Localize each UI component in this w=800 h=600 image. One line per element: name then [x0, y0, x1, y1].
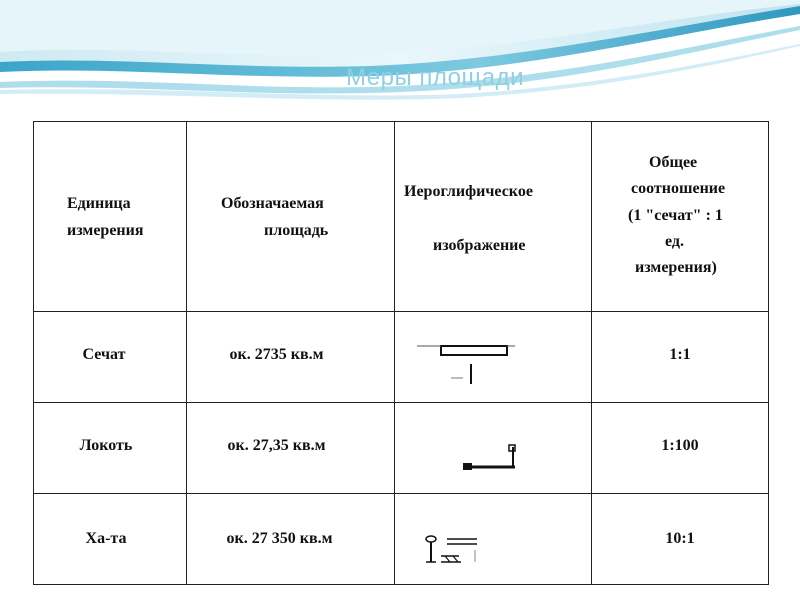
forearm-hieroglyph-icon [395, 403, 592, 493]
ratio-value: 1:1 [669, 346, 691, 363]
header-unit-line2: измерения [67, 222, 144, 239]
header-ratio-line1: Общее [649, 154, 698, 171]
area-value: ок. 27,35 кв.м [227, 437, 326, 454]
table-row [34, 312, 769, 403]
area-value: ок. 2735 кв.м [229, 346, 324, 363]
cell-ratio [592, 494, 769, 585]
header-glyph-line1: Иероглифическое [404, 183, 533, 200]
header-ratio-line3: (1 "сечат" : 1 [628, 207, 723, 224]
unit-name: Ха-та [85, 530, 127, 547]
area-value: ок. 27 350 кв.м [226, 530, 333, 547]
cell-ratio [592, 312, 769, 403]
table-header-row [34, 122, 769, 312]
header-ratio-line4: ед. [665, 233, 684, 250]
header-area [187, 122, 395, 312]
header-unit-line1: Единица [67, 195, 131, 212]
cell-unit [34, 403, 187, 494]
header-ratio-line2: соотношение [631, 180, 726, 197]
plank-hieroglyph-icon [395, 312, 592, 402]
cell-glyph [395, 312, 592, 403]
ratio-value: 10:1 [665, 530, 695, 547]
cell-area [187, 403, 395, 494]
header-glyph-line2: изображение [433, 237, 526, 254]
header-ratio-line5: измерения) [635, 259, 717, 276]
cell-area [187, 312, 395, 403]
cell-area [187, 494, 395, 585]
cell-glyph [395, 494, 592, 585]
measures-table [33, 121, 769, 585]
cell-unit [34, 312, 187, 403]
table-row [34, 494, 769, 585]
unit-name: Сечат [82, 346, 126, 363]
page-title: Меры площади [346, 64, 524, 91]
ratio-value: 1:100 [661, 437, 699, 454]
unit-name: Локоть [79, 437, 133, 454]
cell-glyph [395, 403, 592, 494]
plant-stalk-hieroglyph-icon [395, 494, 592, 584]
header-glyph [395, 122, 592, 312]
header-area-line1: Обозначаемая [221, 195, 324, 212]
header-unit [34, 122, 187, 312]
cell-unit [34, 494, 187, 585]
cell-ratio [592, 403, 769, 494]
header-area-line2: площадь [264, 222, 329, 239]
header-ratio [592, 122, 769, 312]
table-row [34, 403, 769, 494]
